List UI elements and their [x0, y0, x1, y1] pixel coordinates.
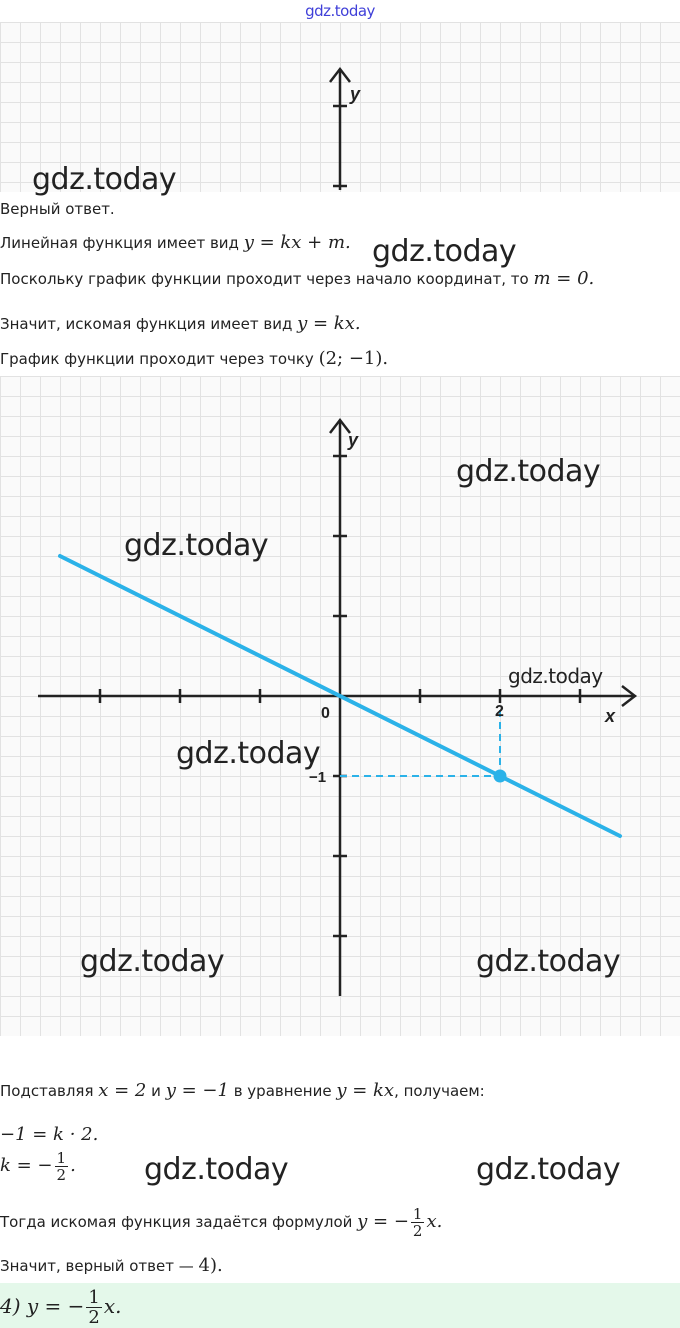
fraction: $\frac{1}{2}$ [88, 1287, 100, 1328]
x-axis-label: x [605, 706, 616, 726]
watermark: gdz.today [124, 528, 269, 563]
watermark: gdz.today [80, 944, 225, 979]
text-line-function: Значит, искомая функция имеет вид y = kx. [0, 313, 361, 334]
text-line-linear: Линейная функция имеет вид y = kx + m. [0, 232, 351, 253]
correct-answer-label: Верный ответ. [0, 200, 115, 218]
equation-1: −1 = k · 2. [0, 1124, 99, 1145]
watermark: gdz.today [176, 736, 321, 771]
watermark: gdz.today [508, 664, 603, 688]
y-axis-label: y [350, 84, 361, 104]
watermark: gdz.today [32, 162, 177, 197]
graph-top [0, 22, 680, 197]
graph-main [0, 376, 680, 1036]
text-line-point: График функции проходит через точку (2; −1). [0, 348, 389, 369]
highlight-point [494, 770, 507, 783]
watermark: gdz.today [144, 1152, 289, 1187]
origin-label: 0 [321, 705, 330, 722]
text-line-formula: Тогда искомая функция задаётся формулой y = − $\frac{1}{2}$ x. [0, 1205, 443, 1240]
watermark: gdz.today [476, 1152, 621, 1187]
text-line-substitution: Подставляя x = 2 и y = −1 в уравнение y = kx, получаем: [0, 1080, 485, 1101]
equation-2: k = − $\frac{1}{2}$ . [0, 1149, 76, 1184]
watermark: gdz.today [476, 944, 621, 979]
watermark-top: gdz.today [305, 2, 375, 20]
y-tick-label: −1 [309, 769, 327, 786]
text-line-final: Значит, верный ответ — 4). [0, 1255, 223, 1276]
text-line-origin: Поскольку график функции проходит через начало координат, то m = 0. [0, 268, 595, 289]
y-axis-label: y [348, 430, 359, 450]
x-tick-label: 2 [495, 703, 504, 720]
watermark: gdz.today [456, 454, 601, 489]
fraction: $\frac{1}{2}$ [412, 1205, 423, 1240]
answer-formula: 4) y = − $\frac{1}{2}$ x. [0, 1287, 122, 1328]
watermark: gdz.today [372, 234, 517, 269]
fraction: $\frac{1}{2}$ [56, 1149, 67, 1184]
